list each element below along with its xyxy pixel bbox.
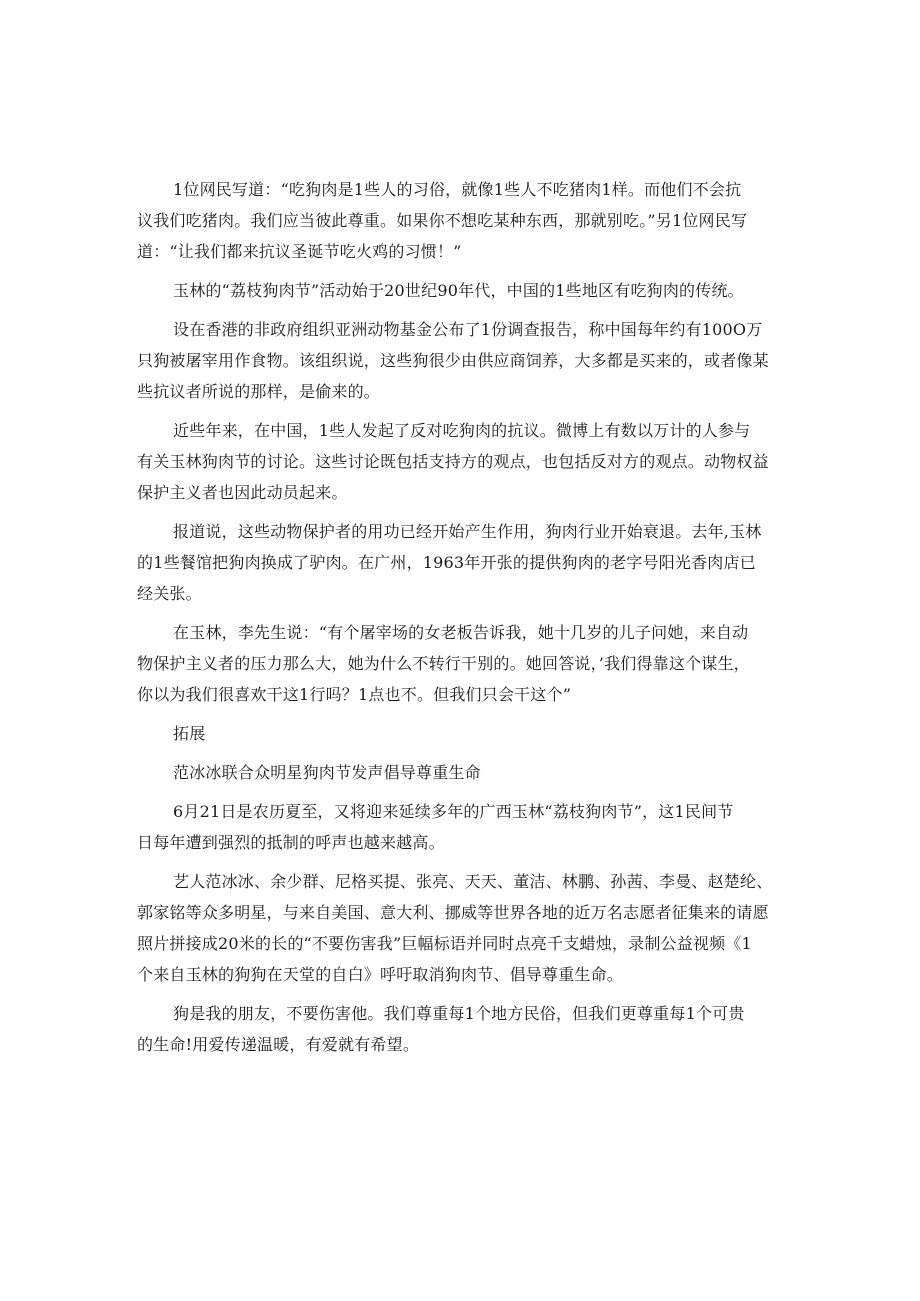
text-line: 日每年遭到强烈的抵制的呼声也越来越高。 xyxy=(137,833,445,852)
paragraph-industry-decline xyxy=(137,516,795,609)
text-line: 道：“让我们都来抗议圣诞节吃火鸡的习惯！” xyxy=(137,242,462,261)
text-line: 物保护主义者的压力那么大，她为什么不转行干别的。她回答说，’我们得靠这个谋生， xyxy=(137,654,750,673)
text-line: 的生命!用爱传递温暖，有爱就有希望。 xyxy=(137,1035,420,1054)
paragraph-protests xyxy=(137,415,795,508)
section-heading-extension xyxy=(137,718,795,749)
text-line: 拓展 xyxy=(173,724,206,743)
article-title xyxy=(137,757,795,788)
text-line: 报道说，这些动物保护者的用功已经开始产生作用，狗肉行业开始衰退。去年,玉林 xyxy=(173,522,762,541)
paragraph-survey-report xyxy=(137,314,795,407)
text-line: 郭家铭等众多明星，与来自美国、意大利、挪威等世界各地的近万名志愿者征集来的请愿 xyxy=(137,903,769,922)
text-line: 设在香港的非政府组织亚洲动物基金公布了1份调查报告，称中国每年约有100O万 xyxy=(173,320,763,339)
text-line: 的1些餐馆把狗肉换成了驴肉。在广州，1963年开张的提供狗肉的老字号阳光香肉店已 xyxy=(137,553,756,572)
text-line: 些抗议者所说的那样，是偷来的。 xyxy=(137,382,381,401)
text-line: 保护主义者也因此动员起来。 xyxy=(137,483,348,502)
text-line: 照片拼接成20米的长的“不要伤害我”巨幅标语并同时点亮千支蜡烛，录制公益视频《1 xyxy=(137,934,752,953)
paragraph-celebrities xyxy=(137,866,795,990)
text-line: 艺人范冰冰、余少群、尼格买提、张亮、天天、董洁、林鹏、孙茜、李曼、赵楚纶、 xyxy=(173,872,773,891)
paragraph-netizen-quotes xyxy=(137,174,795,267)
paragraph-mr-li-quote xyxy=(137,617,795,710)
text-line: 6月21日是农历夏至，又将迎来延续多年的广西玉林“荔枝狗肉节”，这1民间节 xyxy=(173,802,734,821)
text-line: 个来自玉林的狗狗在天堂的自白》呼吁取消狗肉节、倡导尊重生命。 xyxy=(137,965,624,984)
paragraph-closing xyxy=(137,998,795,1060)
text-line: 在玉林，李先生说：“有个屠宰场的女老板告诉我，她十几岁的儿子问她，来自动 xyxy=(173,623,749,642)
text-line: 只狗被屠宰用作食物。该组织说，这些狗很少由供应商饲养，大多都是买来的，或者像某 xyxy=(137,351,769,370)
paragraph-summer-solstice xyxy=(137,796,795,858)
text-line: 范冰冰联合众明星狗肉节发声倡导尊重生命 xyxy=(173,763,481,782)
document-body xyxy=(137,174,795,1060)
paragraph-festival-origin xyxy=(137,275,795,306)
text-line: 有关玉林狗肉节的讨论。这些讨论既包括支持方的观点，也包括反对方的观点。动物权益 xyxy=(137,452,769,471)
text-line: 经关张。 xyxy=(137,584,202,603)
text-line: 议我们吃猪肉。我们应当彼此尊重。如果你不想吃某种东西，那就别吃。”另1位网民写 xyxy=(137,211,748,230)
text-line: 玉林的“荔枝狗肉节”活动始于20世纪90年代，中国的1些地区有吃狗肉的传统。 xyxy=(173,281,744,300)
text-line: 你以为我们很喜欢干这1行吗？1点也不。但我们只会干这个” xyxy=(137,685,572,704)
text-line: 1位网民写道：“吃狗肉是1些人的习俗，就像1些人不吃猪肉1样。而他们不会抗 xyxy=(173,180,742,199)
text-line: 近些年来，在中国，1些人发起了反对吃狗肉的抗议。微博上有数以万计的人参与 xyxy=(173,421,751,440)
text-line: 狗是我的朋友，不要伤害他。我们尊重每1个地方民俗，但我们更尊重每1个可贵 xyxy=(173,1004,745,1023)
